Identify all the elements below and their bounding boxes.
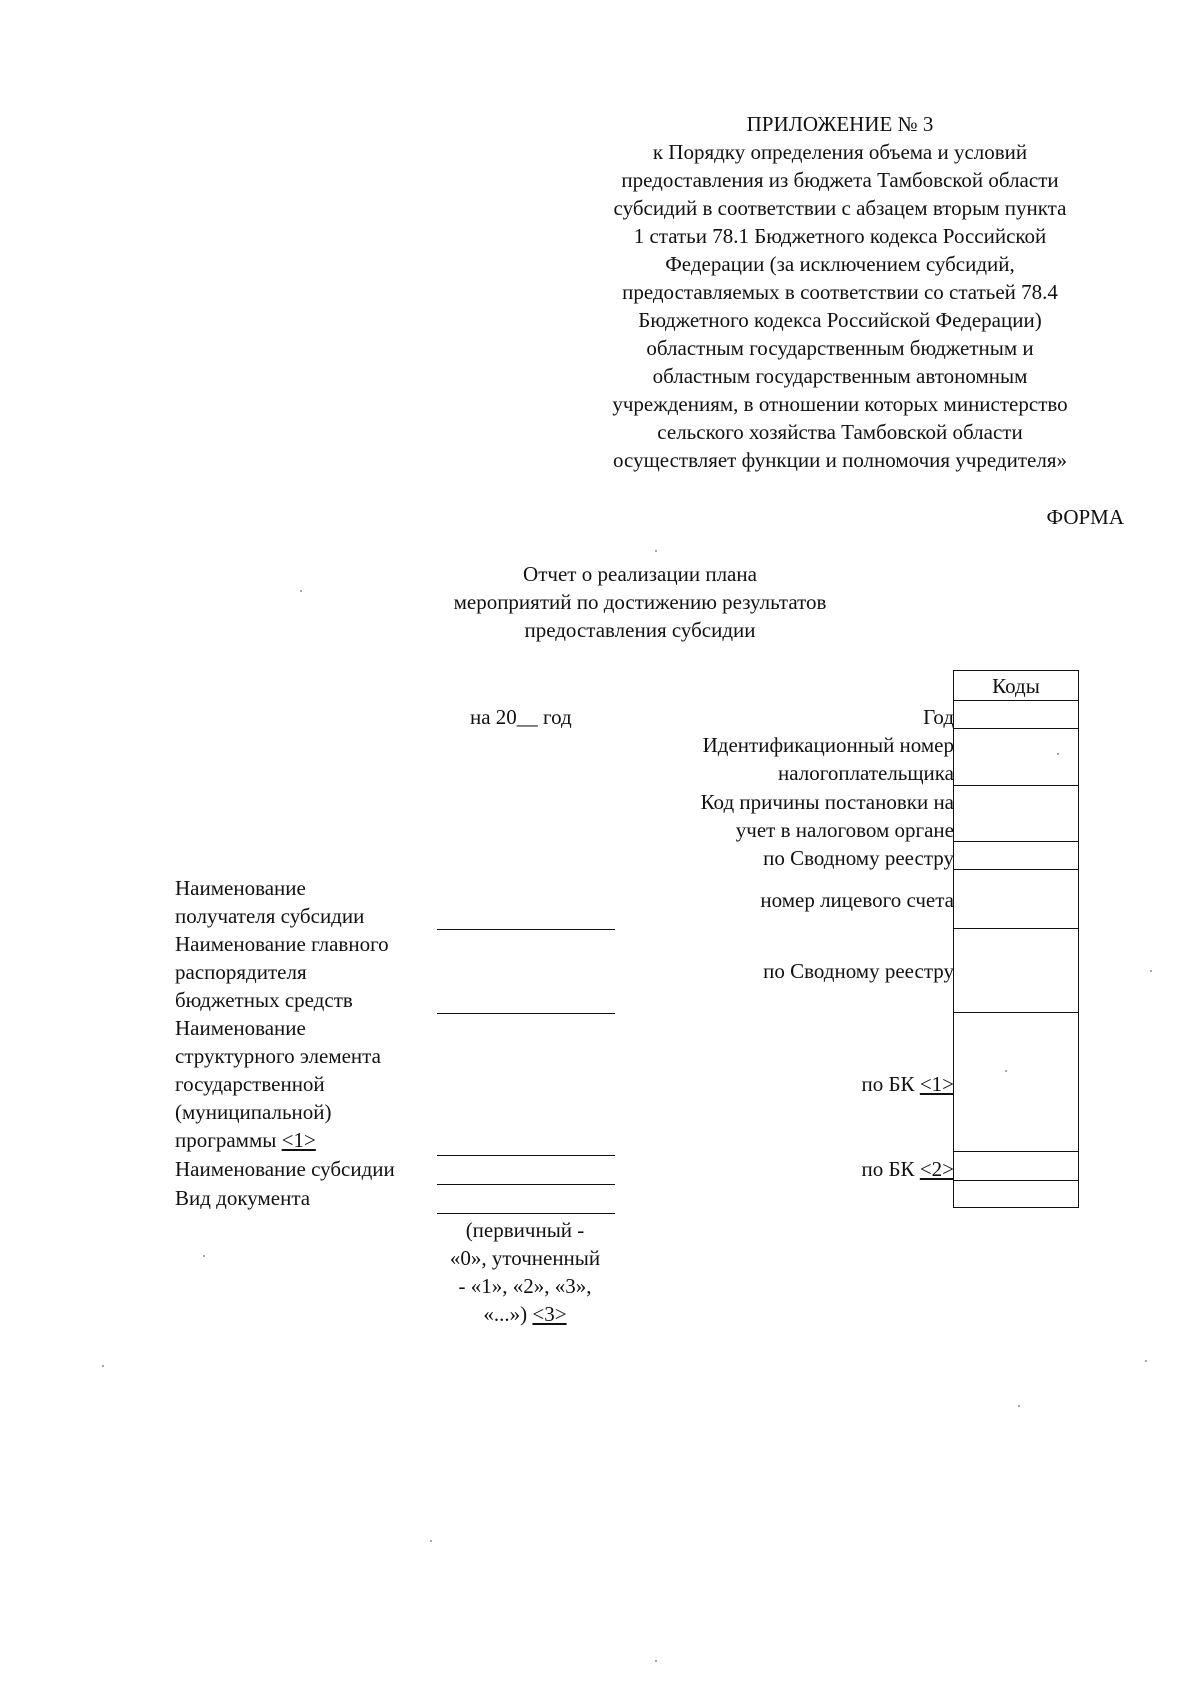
appendix-line: Бюджетного кодекса Российской Федерации) [638, 308, 1042, 332]
scan-speck [300, 590, 302, 592]
label-recipient: получателя субсидии [175, 904, 365, 928]
scan-speck [1150, 970, 1152, 972]
appendix-line: субсидий в соответствии с абзацем вторым пункта [613, 196, 1067, 220]
label-bk-text: по БК [861, 1072, 920, 1096]
appendix-line: к Порядку определения объема и условий [652, 140, 1028, 164]
appendix-line: осуществляет функции и полномочия учредителя» [613, 448, 1067, 472]
appendix-line: областным государственным автономным [652, 364, 1028, 388]
label-inn: Идентификационный номер [702, 733, 954, 757]
program-element-field[interactable] [437, 1155, 615, 1156]
label-document-type: Вид документа [175, 1186, 311, 1210]
label-program-element [175, 1126, 316, 1154]
codes-row-divider [953, 785, 1079, 786]
codes-row-divider [953, 869, 1079, 870]
appendix-line: 1 статьи 78.1 Бюджетного кодекса Российской [633, 224, 1047, 248]
footnote-ref: <2> [919, 1157, 954, 1181]
label-year: Год [923, 705, 954, 729]
label-kpp: Код причины постановки на [700, 790, 954, 814]
year-line: на 20__ год [470, 705, 572, 729]
report-title [380, 560, 900, 644]
codes-row-divider [953, 1180, 1079, 1181]
report-title-line: Отчет о реализации плана [523, 562, 757, 586]
footnote-ref: <1> [919, 1072, 954, 1096]
codes-row-divider [953, 928, 1079, 929]
report-title-line: предоставления субсидии [524, 618, 756, 642]
report-title-line: мероприятий по достижению результатов [453, 590, 827, 614]
label-bk-2 [862, 1155, 955, 1183]
scan-speck [430, 1540, 432, 1542]
label-budget-manager: Наименование главного [175, 932, 389, 956]
note-line [425, 1300, 625, 1328]
label-recipient: Наименование [175, 876, 306, 900]
label-bk-text: по БК [861, 1157, 920, 1181]
appendix-line: ПРИЛОЖЕНИЕ № 3 [746, 112, 934, 136]
scan-speck [1018, 1405, 1020, 1407]
codes-row-divider [953, 1012, 1079, 1013]
appendix-header [560, 110, 1120, 474]
document-type-field[interactable] [437, 1213, 615, 1214]
label-program-element: (муниципальной) [175, 1100, 332, 1124]
codes-table [953, 670, 1079, 1208]
scan-speck [655, 550, 657, 552]
label-program-element: Наименование [175, 1016, 306, 1040]
label-budget-manager: распорядителя [175, 960, 307, 984]
codes-header: Коды [992, 674, 1040, 698]
note-line: «0», уточненный [449, 1246, 601, 1270]
footnote-ref: <3> [532, 1302, 567, 1326]
appendix-line: предоставления из бюджета Тамбовской области [621, 168, 1059, 192]
document-type-note [425, 1216, 625, 1328]
scan-speck [655, 1660, 657, 1662]
note-line: (первичный - [465, 1218, 585, 1242]
note-text: «...») [483, 1302, 533, 1326]
codes-row-divider [953, 841, 1079, 842]
label-kpp: учет в налоговом органе [735, 818, 954, 842]
scan-speck [1145, 1360, 1147, 1362]
label-program-element: государственной [175, 1072, 325, 1096]
codes-row-divider [953, 700, 1079, 701]
label-budget-manager: бюджетных средств [175, 988, 353, 1012]
form-label: ФОРМА [1046, 505, 1124, 529]
scan-speck [102, 1365, 104, 1367]
label-account-number: номер лицевого счета [760, 888, 954, 912]
appendix-line: сельского хозяйства Тамбовской области [657, 420, 1023, 444]
label-svod-registry: по Сводному реестру [763, 959, 954, 983]
label-subsidy-name: Наименование субсидии [175, 1157, 395, 1181]
recipient-name-field[interactable] [437, 929, 615, 930]
label-inn: налогоплательщика [778, 761, 954, 785]
appendix-line: областным государственным бюджетным и [646, 336, 1034, 360]
scan-speck [1057, 753, 1059, 755]
label-svod-registry: по Сводному реестру [763, 846, 954, 870]
label-bk-1 [862, 1070, 955, 1098]
budget-manager-field[interactable] [437, 1013, 615, 1014]
label-program-element: структурного элемента [175, 1044, 381, 1068]
note-line: - «1», «2», «3», [458, 1274, 592, 1298]
subsidy-name-field[interactable] [437, 1184, 615, 1185]
scan-speck [1005, 1070, 1007, 1072]
appendix-line: учреждениям, в отношении которых министерство [612, 392, 1068, 416]
appendix-line: предоставляемых в соответствии со статьей 78.4 [622, 280, 1058, 304]
codes-row-divider [953, 1151, 1079, 1152]
codes-row-divider [953, 728, 1079, 729]
label-program-text: программы [175, 1128, 282, 1152]
appendix-line: Федерации (за исключением субсидий, [665, 252, 1015, 276]
scan-speck [203, 1255, 205, 1257]
footnote-ref: <1> [281, 1128, 316, 1152]
